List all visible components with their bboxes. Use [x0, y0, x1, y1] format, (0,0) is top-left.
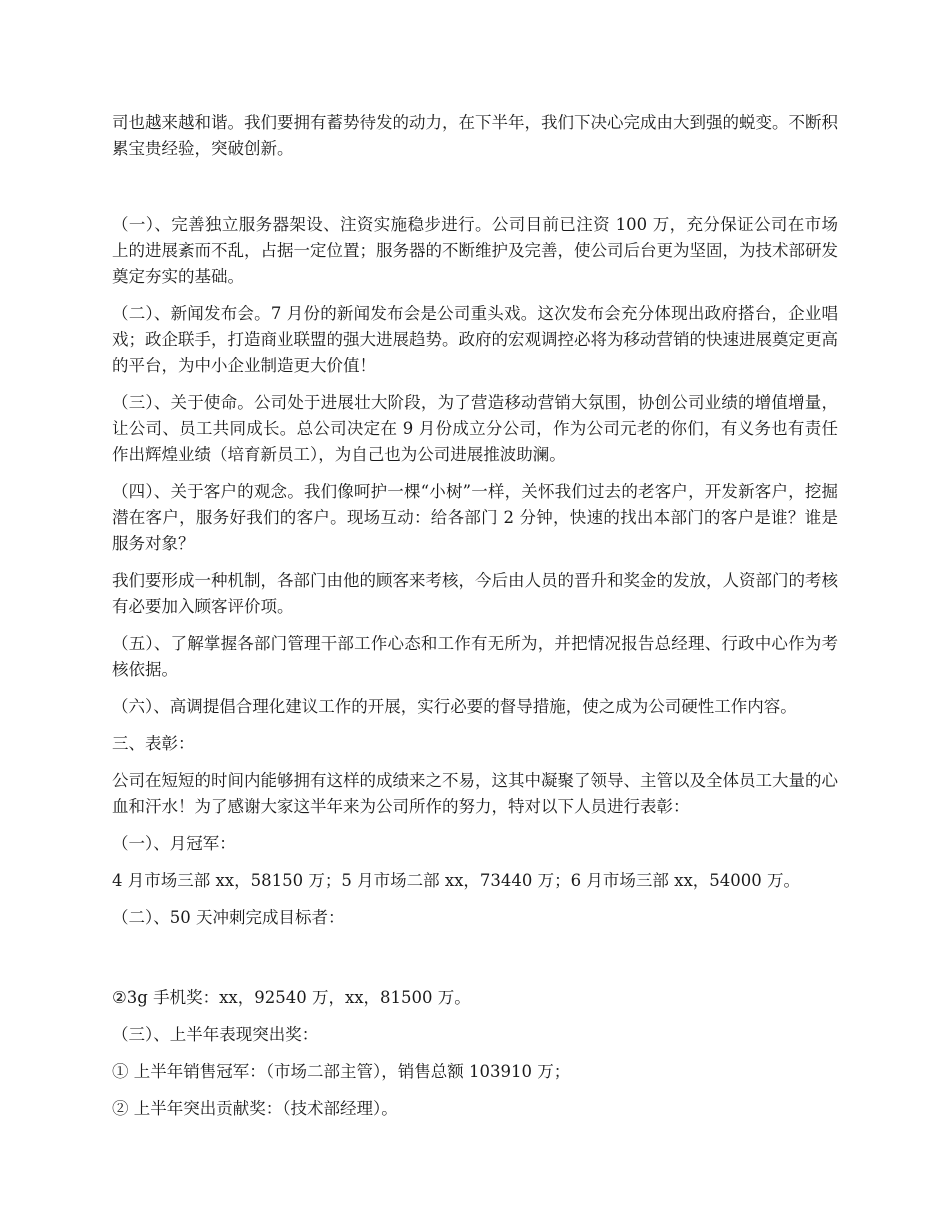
paragraph-customer: （四）、关于客户的观念。我们像呵护一棵“小树”一样，关怀我们过去的老客户，开发新客户，挖掘潜在客户，服务好我们的客户。现场互动：给各部门 2 分钟，快速的找出本部门的客户是谁？谁是服务对象？	[112, 482, 838, 553]
subheading-monthly-champion: （一）、月冠军：	[112, 834, 236, 853]
section-heading-awards: 三、表彰：	[112, 734, 195, 753]
paragraph-mission: （三）、关于使命。公司处于进展壮大阶段，为了营造移动营销大氛围，协创公司业绩的增值增量，让公司、员工共同成长。总公司决定在 9 月份成立分公司，作为公司元老的你们，有义务也有责任作出辉煌业绩（培育新员工），为自己也为公司进展推波助澜。	[112, 393, 838, 464]
paragraph-intro: 司也越来越和谐。我们要拥有蓄势待发的动力，在下半年，我们下决心完成由大到强的蜕变。不断积累宝贵经验，突破创新。	[112, 113, 838, 158]
paragraph-sales-champion: ① 上半年销售冠军：（市场二部主管），销售总额 103910 万；	[112, 1062, 571, 1081]
paragraph-press-conference: （二）、新闻发布会。7 月份的新闻发布会是公司重头戏。这次发布会充分体现出政府搭台，企业唱戏；政企联手，打造商业联盟的强大进展趋势。政府的宏观调控必将为移动营销的快速进展奠定更高的平台，为中小企业制造更大价值！	[112, 304, 838, 375]
paragraph-management: （五）、了解掌握各部门管理干部工作心态和工作有无所为，并把情况报告总经理、行政中心作为考核依据。	[112, 634, 838, 679]
subheading-sprint-target: （二）、50 天冲刺完成目标者：	[112, 908, 345, 927]
paragraph-server: （一）、完善独立服务器架设、注资实施稳步进行。公司目前已注资 100 万，充分保证公司在市场上的进展紊而不乱，占据一定位置；服务器的不断维护及完善，使公司后台更为坚固，为技术部研发奠定夯实的基础。	[112, 215, 838, 286]
paragraph-suggestions: （六）、高调提倡合理化建议工作的开展，实行必要的督导措施，使之成为公司硬性工作内容。	[112, 697, 797, 716]
paragraph-mechanism: 我们要形成一种机制，各部门由他的顾客来考核，今后由人员的晋升和奖金的发放，人资部门的考核有必要加入顾客评价项。	[112, 571, 838, 616]
paragraph-phone-award: ②3g 手机奖：xx，92540 万，xx，81500 万。	[112, 988, 471, 1007]
subheading-outstanding-award: （三）、上半年表现突出奖：	[112, 1025, 319, 1044]
paragraph-monthly-champions: 4 月市场三部 xx，58150 万；5 月市场二部 xx，73440 万；6 月市场三部 xx，54000 万。	[112, 871, 800, 890]
paragraph-awards-intro: 公司在短短的时间内能够拥有这样的成绩来之不易，这其中凝聚了领导、主管以及全体员工大量的心血和汗水！为了感谢大家这半年来为公司所作的努力，特对以下人员进行表彰：	[112, 771, 838, 816]
paragraph-contribution-award: ② 上半年突出贡献奖：（技术部经理）。	[112, 1099, 398, 1118]
